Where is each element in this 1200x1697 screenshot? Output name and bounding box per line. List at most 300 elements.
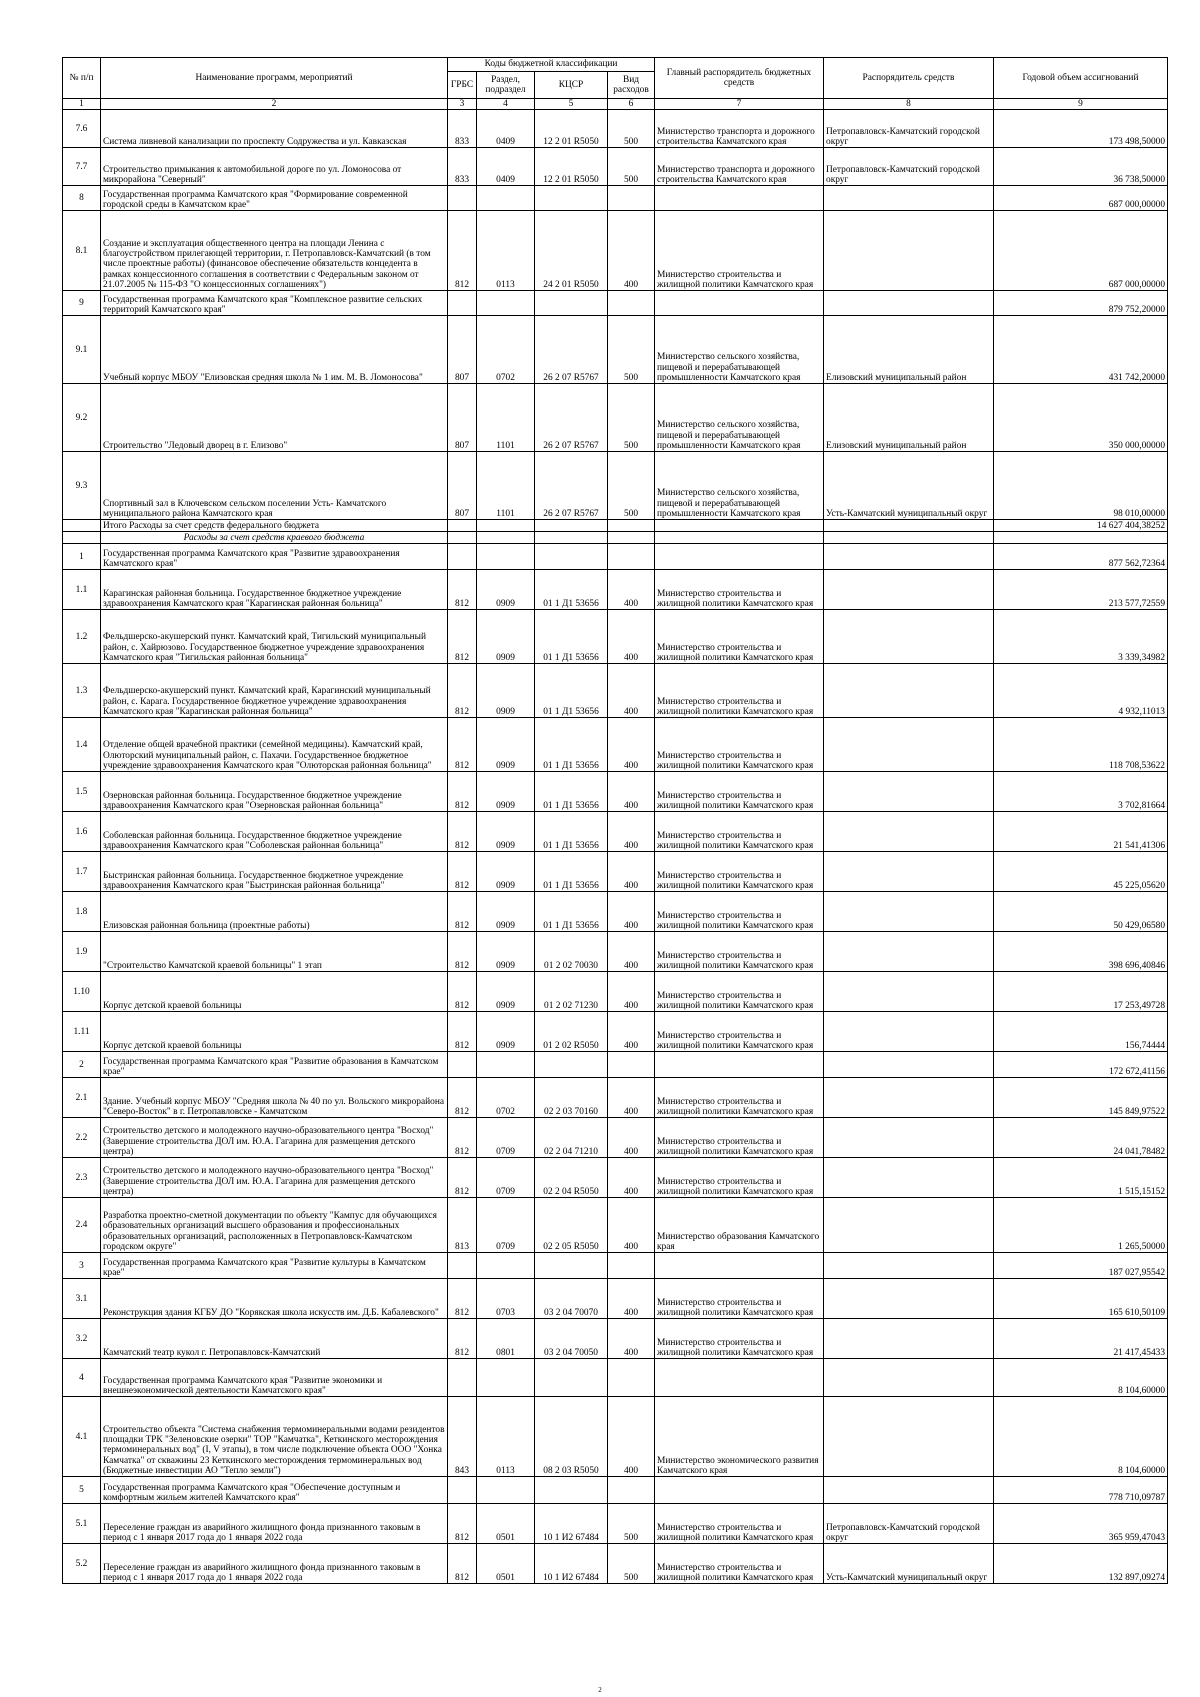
- row-name: Строительство примыкания к автомобильной дороге по ул. Ломоносова от микрорайона "Северный": [101, 148, 448, 186]
- row-kcsr: 01 1 Д1 53656: [535, 892, 608, 932]
- row-razdel: 0409: [477, 110, 535, 148]
- table-row: [63, 1198, 1168, 1253]
- row-number: 1.11: [63, 1012, 101, 1052]
- row-name: Фельдшерско-акушерский пункт. Камчатский край, Карагинский муниципальный район, с. Карага. Государственное бюджетное учреждение здравоохранения Камчатского края "Карагинская районная больница": [101, 664, 448, 718]
- row-razdel: [477, 1253, 535, 1279]
- row-distributor: Петропавловск-Камчатский городской округ: [824, 1504, 994, 1544]
- row-number: 7.7: [63, 148, 101, 186]
- row-kcsr: 01 2 02 R5050: [535, 1012, 608, 1052]
- row-razdel: 0909: [477, 664, 535, 718]
- row-amount: 98 010,00000: [994, 452, 1168, 520]
- table-row: [63, 892, 1168, 932]
- row-number: [63, 532, 101, 544]
- row-razdel: 1101: [477, 384, 535, 452]
- row-distributor: [824, 1078, 994, 1118]
- row-kcsr: 26 2 07 R5767: [535, 316, 608, 384]
- row-distributor: [824, 1158, 994, 1198]
- row-grbs: 833: [448, 110, 477, 148]
- column-number: 3: [448, 99, 477, 110]
- row-distributor: [824, 211, 994, 291]
- row-kcsr: 01 2 02 70030: [535, 932, 608, 972]
- row-amount: 431 742,20000: [994, 316, 1168, 384]
- program-row: [63, 544, 1168, 570]
- row-vid: 400: [608, 1012, 655, 1052]
- row-kcsr: 01 1 Д1 53656: [535, 664, 608, 718]
- row-vid: 400: [608, 772, 655, 812]
- row-kcsr: [535, 520, 608, 532]
- row-main-distributor: [655, 1477, 824, 1504]
- row-vid: 400: [608, 570, 655, 610]
- row-distributor: Елизовский муниципальный район: [824, 316, 994, 384]
- row-grbs: [448, 186, 477, 211]
- row-distributor: [824, 1253, 994, 1279]
- row-vid: 400: [608, 211, 655, 291]
- row-distributor: [824, 544, 994, 570]
- row-number: 1.6: [63, 812, 101, 852]
- row-kcsr: 10 1 И2 67484: [535, 1504, 608, 1544]
- row-main-distributor: Министерство строительства и жилищной политики Камчатского края: [655, 570, 824, 610]
- program-row: [63, 1052, 1168, 1078]
- row-number: 2.3: [63, 1158, 101, 1198]
- row-kcsr: 01 1 Д1 53656: [535, 718, 608, 772]
- header-distributor: Распорядитель средств: [824, 58, 994, 99]
- row-amount: 877 562,72364: [994, 544, 1168, 570]
- header-main-distributor: Главный распорядитель бюджетных средств: [655, 58, 824, 99]
- row-kcsr: 01 1 Д1 53656: [535, 772, 608, 812]
- row-distributor: Усть-Камчатский муниципальный округ: [824, 1544, 994, 1584]
- row-kcsr: [535, 1477, 608, 1504]
- row-distributor: [824, 1012, 994, 1052]
- row-amount: 398 696,40846: [994, 932, 1168, 972]
- row-razdel: 0709: [477, 1158, 535, 1198]
- row-vid: [608, 186, 655, 211]
- row-name: Корпус детской краевой больницы: [101, 1012, 448, 1052]
- row-number: 9: [63, 291, 101, 316]
- row-main-distributor: [655, 1253, 824, 1279]
- row-grbs: 812: [448, 972, 477, 1012]
- row-distributor: [824, 1319, 994, 1359]
- row-distributor: [824, 932, 994, 972]
- row-main-distributor: Министерство строительства и жилищной политики Камчатского края: [655, 1078, 824, 1118]
- row-main-distributor: [655, 532, 824, 544]
- row-distributor: [824, 852, 994, 892]
- row-main-distributor: [655, 1052, 824, 1078]
- row-amount: 118 708,53622: [994, 718, 1168, 772]
- row-main-distributor: Министерство строительства и жилищной политики Камчатского края: [655, 1504, 824, 1544]
- table-row: [63, 452, 1168, 520]
- row-name: Строительство "Ледовый дворец в г. Елизово": [101, 384, 448, 452]
- table-row: [63, 1504, 1168, 1544]
- row-razdel: 0709: [477, 1198, 535, 1253]
- row-kcsr: 10 1 И2 67484: [535, 1544, 608, 1584]
- row-vid: [608, 520, 655, 532]
- row-distributor: [824, 1118, 994, 1158]
- row-grbs: [448, 1359, 477, 1397]
- row-grbs: 807: [448, 316, 477, 384]
- row-name: Отделение общей врачебной практики (семейной медицины). Камчатский край, Олюторский муниципальный район, с. Пахачи. Государственное бюджетное учреждение здравоохранения Камчатского края "Олюторская районная больница": [101, 718, 448, 772]
- row-grbs: 812: [448, 610, 477, 664]
- row-amount: 8 104,60000: [994, 1397, 1168, 1477]
- row-vid: 400: [608, 812, 655, 852]
- row-grbs: 812: [448, 812, 477, 852]
- row-kcsr: 08 2 03 R5050: [535, 1397, 608, 1477]
- row-vid: 400: [608, 972, 655, 1012]
- row-distributor: Петропавловск-Камчатский городской округ: [824, 110, 994, 148]
- row-vid: 400: [608, 1078, 655, 1118]
- row-amount: 156,74444: [994, 1012, 1168, 1052]
- row-name: Создание и эксплуатация общественного центра на площади Ленина с благоустройством прилегающей территории, г. Петропавловск-Камчатский (в том числе проектные работы) (финансовое обеспечение обязательств концедента в рамках концессионного соглашения в соответствии с Федеральным законом от 21.07.2005 № 115-ФЗ "О концессионных соглашениях"): [101, 211, 448, 291]
- column-number: 7: [655, 99, 824, 110]
- row-razdel: [477, 532, 535, 544]
- row-vid: 400: [608, 1198, 655, 1253]
- program-row: [63, 1359, 1168, 1397]
- column-number: 2: [101, 99, 448, 110]
- row-amount: 165 610,50109: [994, 1279, 1168, 1319]
- table-row: [63, 316, 1168, 384]
- row-number: 1.2: [63, 610, 101, 664]
- row-vid: 500: [608, 452, 655, 520]
- row-kcsr: 02 2 04 R5050: [535, 1158, 608, 1198]
- row-amount: 365 959,47043: [994, 1504, 1168, 1544]
- total-row: [63, 520, 1168, 532]
- row-vid: 400: [608, 1397, 655, 1477]
- row-grbs: 813: [448, 1198, 477, 1253]
- column-number: 6: [608, 99, 655, 110]
- column-number: 5: [535, 99, 608, 110]
- row-number: 9.1: [63, 316, 101, 384]
- row-amount: 24 041,78482: [994, 1118, 1168, 1158]
- row-vid: 500: [608, 148, 655, 186]
- row-main-distributor: Министерство сельского хозяйства, пищевой и перерабатывающей промышленности Камчатского края: [655, 316, 824, 384]
- row-number: 2: [63, 1052, 101, 1078]
- table-row: [63, 1279, 1168, 1319]
- row-distributor: [824, 718, 994, 772]
- row-grbs: 812: [448, 1319, 477, 1359]
- row-grbs: 812: [448, 932, 477, 972]
- row-razdel: 0909: [477, 932, 535, 972]
- row-number: 8: [63, 186, 101, 211]
- row-distributor: [824, 664, 994, 718]
- page-number: 2: [598, 1686, 602, 1694]
- header-grbs: ГРБС: [448, 72, 477, 99]
- row-amount: 1 265,50000: [994, 1198, 1168, 1253]
- row-amount: 4 932,11013: [994, 664, 1168, 718]
- row-main-distributor: Министерство строительства и жилищной политики Камчатского края: [655, 932, 824, 972]
- table-row: [63, 1319, 1168, 1359]
- row-kcsr: [535, 1359, 608, 1397]
- row-distributor: [824, 610, 994, 664]
- row-number: 2.1: [63, 1078, 101, 1118]
- row-vid: 400: [608, 610, 655, 664]
- row-vid: [608, 291, 655, 316]
- row-number: 4: [63, 1359, 101, 1397]
- row-distributor: Петропавловск-Камчатский городской округ: [824, 148, 994, 186]
- row-distributor: Усть-Камчатский муниципальный округ: [824, 452, 994, 520]
- row-amount: 14 627 404,38252: [994, 520, 1168, 532]
- row-razdel: 0703: [477, 1279, 535, 1319]
- row-kcsr: 03 2 04 70050: [535, 1319, 608, 1359]
- row-vid: 400: [608, 1118, 655, 1158]
- row-amount: 687 000,00000: [994, 211, 1168, 291]
- row-number: 1.8: [63, 892, 101, 932]
- row-razdel: 0709: [477, 1118, 535, 1158]
- row-name: Государственная программа Камчатского края "Развитие экономики и внешнеэкономической деятельности Камчатского края": [101, 1359, 448, 1397]
- row-kcsr: [535, 291, 608, 316]
- row-razdel: [477, 1052, 535, 1078]
- row-number: 2.4: [63, 1198, 101, 1253]
- row-distributor: [824, 812, 994, 852]
- row-name: Корпус детской краевой больницы: [101, 972, 448, 1012]
- row-amount: 8 104,60000: [994, 1359, 1168, 1397]
- header-name: Наименование программ, мероприятий: [101, 58, 448, 99]
- row-name: Государственная программа Камчатского края "Комплексное развитие сельских территорий Камчатского края": [101, 291, 448, 316]
- row-grbs: [448, 1052, 477, 1078]
- row-kcsr: 12 2 01 R5050: [535, 110, 608, 148]
- row-distributor: [824, 186, 994, 211]
- row-main-distributor: Министерство строительства и жилищной политики Камчатского края: [655, 812, 824, 852]
- row-grbs: 843: [448, 1397, 477, 1477]
- row-distributor: Елизовский муниципальный район: [824, 384, 994, 452]
- row-vid: 400: [608, 932, 655, 972]
- row-main-distributor: Министерство строительства и жилищной политики Камчатского края: [655, 1012, 824, 1052]
- row-razdel: [477, 544, 535, 570]
- row-name: Переселение граждан из аварийного жилищного фонда признанного таковым в период с 1 января 2017 года до 1 января 2022 года: [101, 1504, 448, 1544]
- row-amount: 3 339,34982: [994, 610, 1168, 664]
- row-number: 1.7: [63, 852, 101, 892]
- row-name: Фельдшерско-акушерский пункт. Камчатский край, Тигильский муниципальный район, с. Хайрюзово. Государственное бюджетное учреждение здравоохранения Камчатского края "Тигильская районная больница": [101, 610, 448, 664]
- program-row: [63, 1253, 1168, 1279]
- row-razdel: 0909: [477, 772, 535, 812]
- row-grbs: [448, 544, 477, 570]
- table-row: [63, 812, 1168, 852]
- row-razdel: 0909: [477, 852, 535, 892]
- row-main-distributor: Министерство строительства и жилищной политики Камчатского края: [655, 972, 824, 1012]
- row-name: Государственная программа Камчатского края "Формирование современной городской среды в Камчатском крае": [101, 186, 448, 211]
- row-grbs: 812: [448, 664, 477, 718]
- row-kcsr: [535, 186, 608, 211]
- row-main-distributor: Министерство транспорта и дорожного строительства Камчатского края: [655, 148, 824, 186]
- column-number: 4: [477, 99, 535, 110]
- column-numbers-row: [63, 99, 1168, 110]
- row-number: 3: [63, 1253, 101, 1279]
- row-razdel: 0909: [477, 972, 535, 1012]
- row-vid: [608, 1359, 655, 1397]
- row-razdel: 0113: [477, 211, 535, 291]
- row-razdel: 0702: [477, 316, 535, 384]
- row-vid: 400: [608, 1279, 655, 1319]
- table-row: [63, 610, 1168, 664]
- row-razdel: [477, 1359, 535, 1397]
- row-amount: 687 000,00000: [994, 186, 1168, 211]
- table-row: [63, 1158, 1168, 1198]
- header-num: № п/п: [63, 58, 101, 99]
- row-number: 4.1: [63, 1397, 101, 1477]
- row-kcsr: 01 2 02 71230: [535, 972, 608, 1012]
- row-distributor: [824, 1052, 994, 1078]
- row-distributor: [824, 1359, 994, 1397]
- section-row: [63, 532, 1168, 544]
- row-amount: 187 027,95542: [994, 1253, 1168, 1279]
- row-grbs: 812: [448, 1504, 477, 1544]
- row-name: Карагинская районная больница. Государственное бюджетное учреждение здравоохранения Камчатского края "Карагинская районная больница": [101, 570, 448, 610]
- row-vid: [608, 1253, 655, 1279]
- row-grbs: 812: [448, 1158, 477, 1198]
- row-vid: 500: [608, 384, 655, 452]
- row-razdel: 0909: [477, 570, 535, 610]
- row-number: 5: [63, 1477, 101, 1504]
- row-distributor: [824, 1198, 994, 1253]
- row-grbs: 812: [448, 211, 477, 291]
- row-name: Государственная программа Камчатского края "Развитие здравоохранения Камчатского края": [101, 544, 448, 570]
- row-name: Государственная программа Камчатского края "Обеспечение доступным и комфортным жильем жителей Камчатского края": [101, 1477, 448, 1504]
- row-grbs: [448, 532, 477, 544]
- row-kcsr: [535, 532, 608, 544]
- table-row: [63, 972, 1168, 1012]
- row-main-distributor: Министерство строительства и жилищной политики Камчатского края: [655, 1319, 824, 1359]
- row-amount: 3 702,81664: [994, 772, 1168, 812]
- row-grbs: [448, 291, 477, 316]
- row-kcsr: 26 2 07 R5767: [535, 384, 608, 452]
- row-amount: [994, 532, 1168, 544]
- row-vid: 400: [608, 892, 655, 932]
- row-kcsr: 12 2 01 R5050: [535, 148, 608, 186]
- row-main-distributor: Министерство строительства и жилищной политики Камчатского края: [655, 610, 824, 664]
- row-kcsr: 01 1 Д1 53656: [535, 812, 608, 852]
- row-grbs: 807: [448, 452, 477, 520]
- row-grbs: 812: [448, 1279, 477, 1319]
- row-grbs: 812: [448, 1118, 477, 1158]
- row-distributor: [824, 892, 994, 932]
- row-main-distributor: [655, 544, 824, 570]
- table-row: [63, 384, 1168, 452]
- row-main-distributor: Министерство сельского хозяйства, пищевой и перерабатывающей промышленности Камчатского края: [655, 384, 824, 452]
- row-distributor: [824, 1279, 994, 1319]
- row-razdel: [477, 291, 535, 316]
- row-main-distributor: Министерство строительства и жилищной политики Камчатского края: [655, 1544, 824, 1584]
- row-name: Озерновская районная больница. Государственное бюджетное учреждение здравоохранения Камчатского края "Озерновская районная больница": [101, 772, 448, 812]
- row-amount: 213 577,72559: [994, 570, 1168, 610]
- row-name: Камчатский театр кукол г. Петропавловск-Камчатский: [101, 1319, 448, 1359]
- row-vid: 500: [608, 1504, 655, 1544]
- row-main-distributor: Министерство строительства и жилищной политики Камчатского края: [655, 718, 824, 772]
- row-main-distributor: Министерство строительства и жилищной политики Камчатского края: [655, 892, 824, 932]
- table-row: [63, 718, 1168, 772]
- table-row: [63, 1078, 1168, 1118]
- row-kcsr: 01 1 Д1 53656: [535, 570, 608, 610]
- column-number: 9: [994, 99, 1168, 110]
- table-row: [63, 570, 1168, 610]
- row-name: Соболевская районная больница. Государственное бюджетное учреждение здравоохранения Камчатского края "Соболевская районная больница": [101, 812, 448, 852]
- row-amount: 36 738,50000: [994, 148, 1168, 186]
- row-vid: 500: [608, 316, 655, 384]
- row-amount: 879 752,20000: [994, 291, 1168, 316]
- row-vid: 400: [608, 1319, 655, 1359]
- row-name: Строительство объекта "Система снабжения термоминеральными водами резидентов площадки ТРК "Зеленовские озерки" ТОР "Камчатка", Кеткинского месторождения термоминеральных вод" (I, V этапы), в том числе подключение объекта ООО "Хонка Камчатка" от скважины 23 Кеткинского месторождения термоминеральных вод (Бюджетные инвестиции АО "Тепло земли"): [101, 1397, 448, 1477]
- row-grbs: [448, 520, 477, 532]
- row-vid: [608, 532, 655, 544]
- row-kcsr: 26 2 07 R5767: [535, 452, 608, 520]
- row-number: [63, 520, 101, 532]
- column-number: 1: [63, 99, 101, 110]
- row-grbs: 812: [448, 1078, 477, 1118]
- row-razdel: 1101: [477, 452, 535, 520]
- row-name: Государственная программа Камчатского края "Развитие образования в Камчатском крае": [101, 1052, 448, 1078]
- row-name: Здание. Учебный корпус МБОУ "Средняя школа № 40 по ул. Вольского микрорайона "Северо-Восток" в г. Петропавловске - Камчатском: [101, 1078, 448, 1118]
- row-name: Система ливневой канализации по проспекту Содружества и ул. Кавказская: [101, 110, 448, 148]
- table-row: [63, 211, 1168, 291]
- header-vid: Вид расходов: [608, 72, 655, 99]
- table-body: [63, 110, 1168, 1584]
- row-kcsr: [535, 1052, 608, 1078]
- table-row: [63, 1012, 1168, 1052]
- header-amount: Годовой объем ассигнований: [994, 58, 1168, 99]
- row-kcsr: 02 2 05 R5050: [535, 1198, 608, 1253]
- row-kcsr: 01 1 Д1 53656: [535, 852, 608, 892]
- row-name: Реконструкция здания КГБУ ДО "Корякская школа искусств им. Д.Б. Кабалевского": [101, 1279, 448, 1319]
- row-vid: 400: [608, 852, 655, 892]
- row-vid: 400: [608, 718, 655, 772]
- header-kcsr: КЦСР: [535, 72, 608, 99]
- row-name: Государственная программа Камчатского края "Развитие культуры в Камчатском крае": [101, 1253, 448, 1279]
- row-main-distributor: [655, 186, 824, 211]
- row-main-distributor: [655, 291, 824, 316]
- row-number: 1.4: [63, 718, 101, 772]
- row-number: 2.2: [63, 1118, 101, 1158]
- row-razdel: 0501: [477, 1544, 535, 1584]
- row-amount: 778 710,09787: [994, 1477, 1168, 1504]
- row-main-distributor: Министерство экономического развития Камчатского края: [655, 1397, 824, 1477]
- row-amount: 1 515,15152: [994, 1158, 1168, 1198]
- row-amount: 350 000,00000: [994, 384, 1168, 452]
- row-number: 5.1: [63, 1504, 101, 1544]
- row-razdel: 0909: [477, 812, 535, 852]
- row-amount: 50 429,06580: [994, 892, 1168, 932]
- row-razdel: 0113: [477, 1397, 535, 1477]
- row-main-distributor: Министерство строительства и жилищной политики Камчатского края: [655, 211, 824, 291]
- row-name: Учебный корпус МБОУ "Елизовская средняя школа № 1 им. М. В. Ломоносова": [101, 316, 448, 384]
- row-number: 9.3: [63, 452, 101, 520]
- row-kcsr: 02 2 03 70160: [535, 1078, 608, 1118]
- row-grbs: 812: [448, 1544, 477, 1584]
- row-distributor: [824, 520, 994, 532]
- row-kcsr: 01 1 Д1 53656: [535, 610, 608, 664]
- row-amount: 45 225,05620: [994, 852, 1168, 892]
- program-row: [63, 186, 1168, 211]
- row-distributor: [824, 1477, 994, 1504]
- row-name: Итого Расходы за счет средств федерального бюджета: [101, 520, 448, 532]
- row-distributor: [824, 532, 994, 544]
- row-main-distributor: Министерство строительства и жилищной политики Камчатского края: [655, 664, 824, 718]
- row-amount: 17 253,49728: [994, 972, 1168, 1012]
- row-number: 1.1: [63, 570, 101, 610]
- row-razdel: 0702: [477, 1078, 535, 1118]
- row-main-distributor: Министерство образования Камчатского края: [655, 1198, 824, 1253]
- row-number: 7.6: [63, 110, 101, 148]
- row-grbs: 812: [448, 892, 477, 932]
- row-main-distributor: Министерство строительства и жилищной политики Камчатского края: [655, 772, 824, 812]
- table-row: [63, 852, 1168, 892]
- row-distributor: [824, 972, 994, 1012]
- row-razdel: 0801: [477, 1319, 535, 1359]
- row-distributor: [824, 291, 994, 316]
- row-main-distributor: Министерство строительства и жилищной политики Камчатского края: [655, 852, 824, 892]
- row-kcsr: 02 2 04 71210: [535, 1118, 608, 1158]
- table-row: [63, 772, 1168, 812]
- table-row: [63, 1118, 1168, 1158]
- table-row: [63, 1544, 1168, 1584]
- row-number: 1.3: [63, 664, 101, 718]
- row-number: 9.2: [63, 384, 101, 452]
